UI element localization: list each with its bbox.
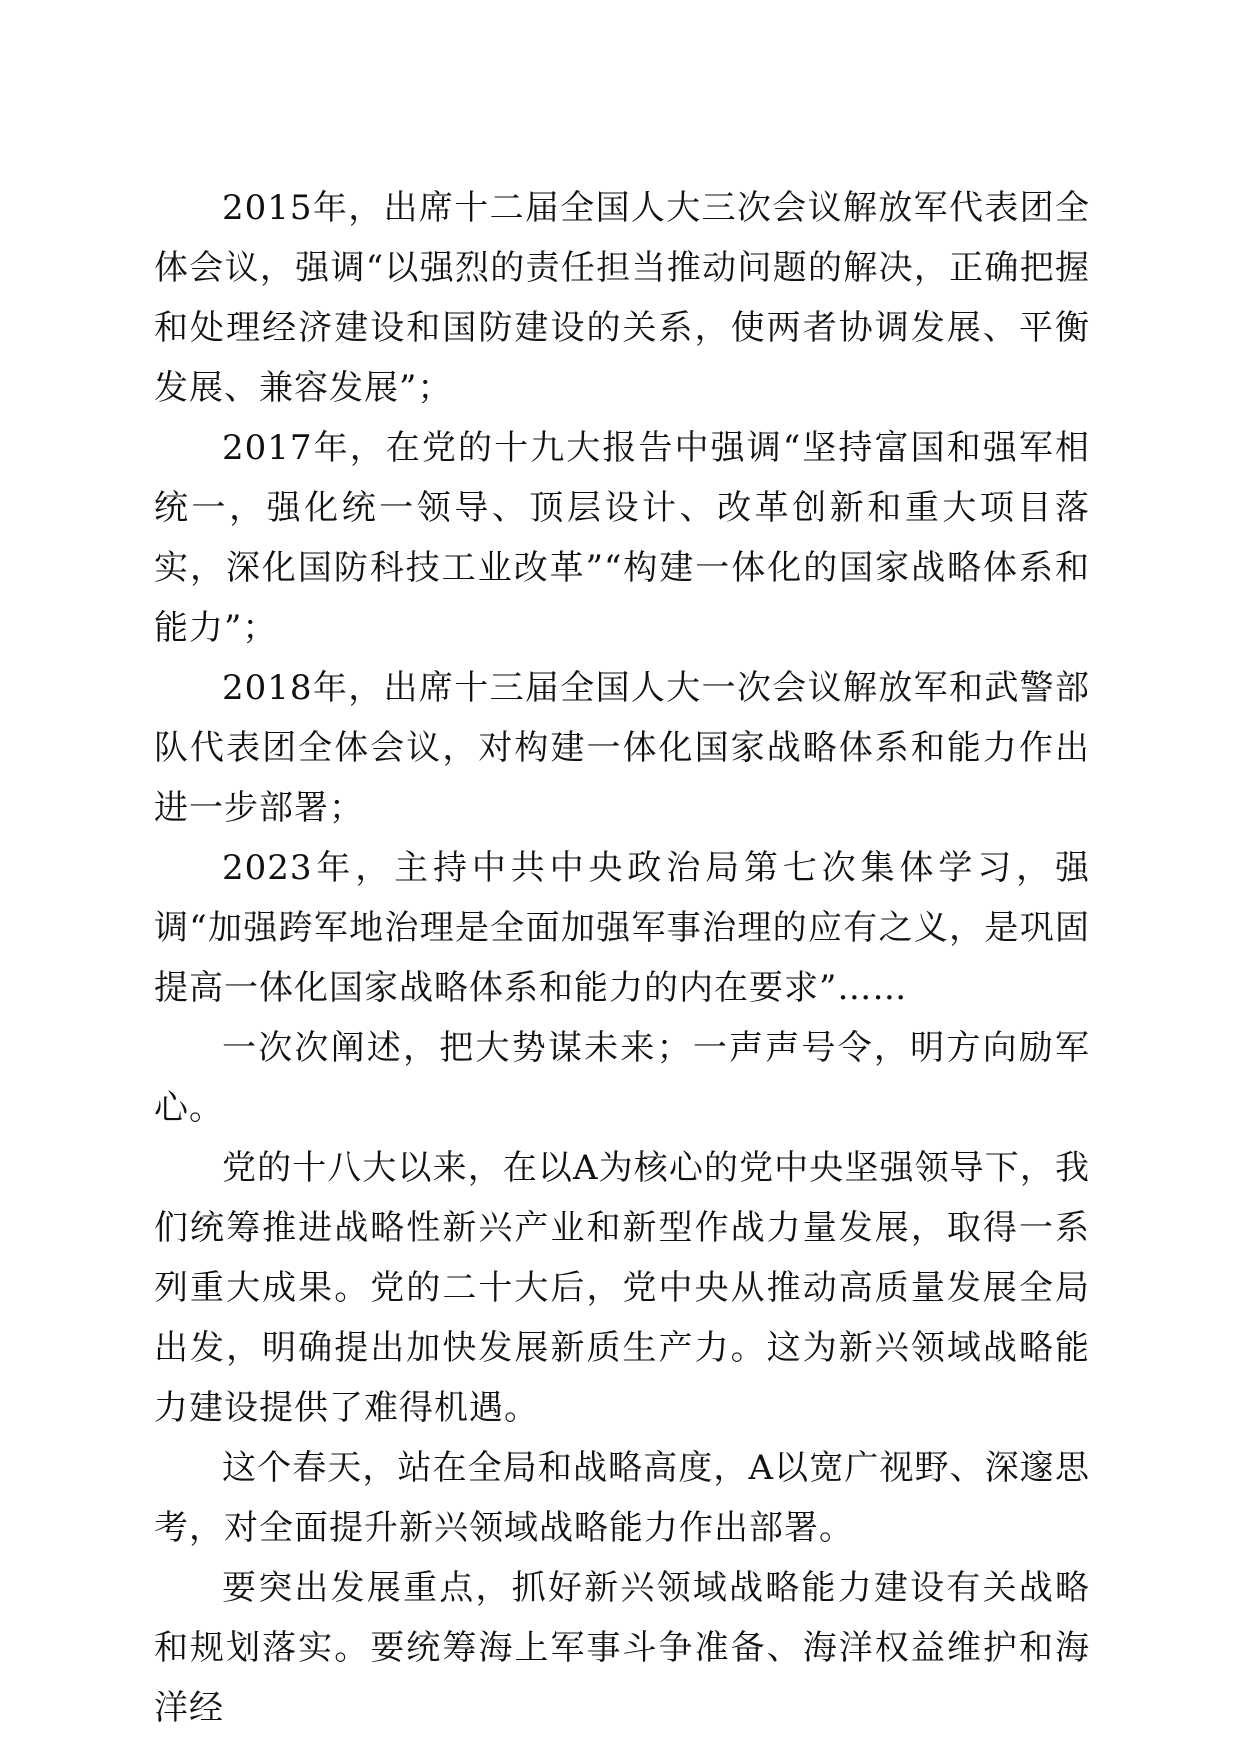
paragraph-summary: 一次次阐述，把大势谋未来；一声声号令，明方向励军心。 xyxy=(154,1028,1090,1128)
document-body xyxy=(154,178,1090,1738)
paragraph-priorities: 要突出发展重点，抓好新兴领域战略能力建设有关战略和规划落实。要统筹海上军事斗争准备、海洋权益维护和海洋经 xyxy=(154,1568,1090,1728)
paragraph-2023: 2023年，主持中共中央政治局第七次集体学习，强调“加强跨军地治理是全面加强军事治理的应有之义，是巩固提高一体化国家战略体系和能力的内在要求”…… xyxy=(154,848,1090,1008)
paragraph-achievements: 党的十八大以来，在以A为核心的党中央坚强领导下，我们统筹推进战略性新兴产业和新型作战力量发展，取得一系列重大成果。党的二十大后，党中央从推动高质量发展全局出发，明确提出加快发展新质生产力。这为新兴领域战略能力建设提供了难得机遇。 xyxy=(154,1148,1090,1428)
paragraph-spring: 这个春天，站在全局和战略高度，A以宽广视野、深邃思考，对全面提升新兴领域战略能力作出部署。 xyxy=(154,1448,1090,1548)
paragraph-2018: 2018年，出席十三届全国人大一次会议解放军和武警部队代表团全体会议，对构建一体化国家战略体系和能力作出进一步部署； xyxy=(154,668,1090,828)
paragraph-2017: 2017年，在党的十九大报告中强调“坚持富国和强军相统一，强化统一领导、顶层设计、改革创新和重大项目落实，深化国防科技工业改革”“构建一体化的国家战略体系和能力”； xyxy=(154,428,1090,648)
paragraph-2015: 2015年，出席十二届全国人大三次会议解放军代表团全体会议，强调“以强烈的责任担当推动问题的解决，正确把握和处理经济建设和国防建设的关系，使两者协调发展、平衡发展、兼容发展”； xyxy=(154,188,1090,408)
